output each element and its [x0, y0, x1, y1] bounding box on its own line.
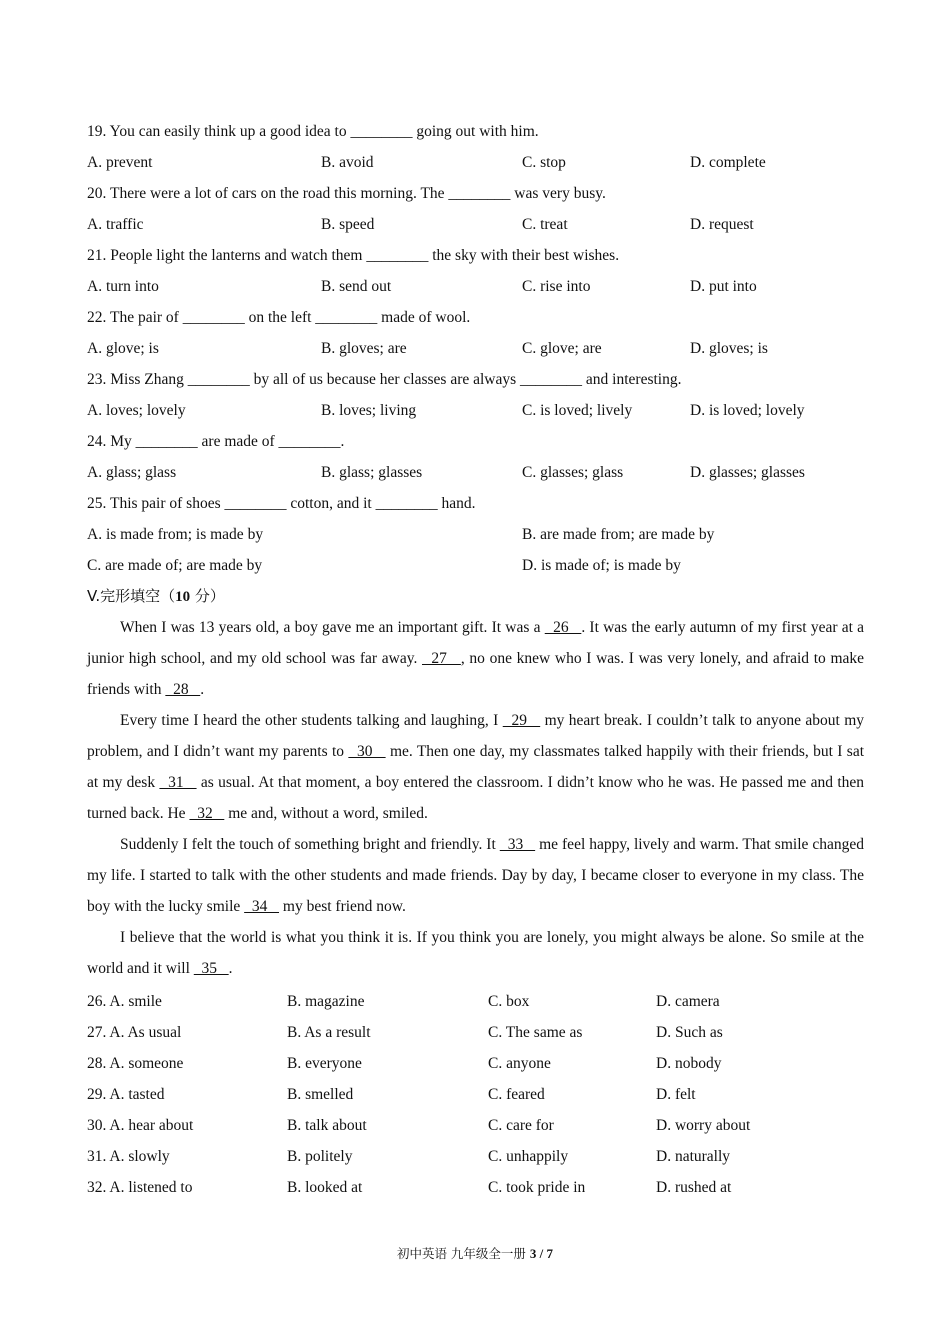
blank-35: 35 [193, 960, 229, 977]
option-a: A. traffic [87, 216, 144, 233]
option-c: C. treat [522, 216, 568, 233]
section-title: V.完形填空（ [87, 587, 176, 605]
question-21: 21. People light the lanterns and watch them ________ the sky with their best wishes. [87, 247, 620, 264]
text: When I was 13 years old, a boy gave me an important gift. It was a [120, 619, 545, 636]
option-c: C. took pride in [488, 1179, 586, 1196]
text: Every time I heard the other students talking and laughing, I [120, 712, 503, 729]
cloze-paragraph-1 [87, 612, 864, 705]
cloze-paragraph-4 [87, 922, 864, 984]
text: Suddenly I felt the touch of something bright and friendly. It [120, 836, 500, 853]
options-22 [87, 333, 864, 364]
cloze-options-31 [87, 1141, 864, 1172]
options-25-row2 [87, 550, 864, 581]
option-a: A. prevent [87, 154, 153, 171]
page-footer [0, 1244, 950, 1262]
option-c: C. stop [522, 154, 566, 171]
section-suffix: 分） [190, 587, 225, 605]
option-a: 32. A. listened to [87, 1179, 193, 1196]
option-d: D. request [690, 216, 754, 233]
cloze-options-28 [87, 1048, 864, 1079]
cloze-options-27 [87, 1017, 864, 1048]
option-a: A. loves; lovely [87, 402, 186, 419]
cloze-options-30 [87, 1110, 864, 1141]
option-a: 31. A. slowly [87, 1148, 170, 1165]
option-a: 29. A. tasted [87, 1086, 165, 1103]
option-a: 26. A. smile [87, 993, 162, 1010]
text: . [200, 681, 205, 698]
option-a: A. glass; glass [87, 464, 177, 481]
text: my heart break. I couldn’t talk to anyone about my problem, and I didn’t want my parents to [87, 712, 864, 760]
cloze-paragraph-2 [87, 705, 864, 829]
option-c: C. glove; are [522, 340, 602, 357]
option-a: A. glove; is [87, 340, 159, 357]
text: me feel happy, lively and warm. That smile changed my life. I started to talk with the other students and made friends. Day by day, I became closer to everyone in my class. The boy with the lucky smile [87, 836, 865, 915]
blank-26: 26 [544, 619, 582, 636]
question-23: 23. Miss Zhang ________ by all of us because her classes are always ________ and interesting. [87, 371, 682, 388]
option-a: A. turn into [87, 278, 159, 295]
option-d: D. felt [656, 1086, 696, 1103]
option-c: C. glasses; glass [522, 464, 624, 481]
options-20 [87, 209, 864, 240]
options-25-row1 [87, 519, 864, 550]
cloze-options-26 [87, 986, 864, 1017]
option-a: 30. A. hear about [87, 1117, 194, 1134]
option-b: B. politely [287, 1148, 353, 1165]
question-19: 19. You can easily think up a good idea to ________ going out with him. [87, 123, 539, 140]
section-heading [87, 581, 864, 612]
page-number: 3 / 7 [529, 1246, 554, 1261]
text: . It was the early autumn of my first year at a junior high school, and my old school was far away. [87, 619, 865, 667]
cloze-paragraph-3 [87, 829, 864, 922]
option-d: D. worry about [656, 1117, 751, 1134]
section-points: 10 [175, 589, 191, 605]
option-c: C. unhappily [488, 1148, 569, 1165]
question-20: 20. There were a lot of cars on the road this morning. The ________ was very busy. [87, 185, 606, 202]
blank-34: 34 [244, 898, 280, 915]
blank-30: 30 [348, 743, 386, 760]
option-c: C. feared [488, 1086, 545, 1103]
option-d: D. is made of; is made by [522, 557, 681, 574]
option-b: B. everyone [287, 1055, 362, 1072]
option-b: B. gloves; are [321, 340, 407, 357]
options-23 [87, 395, 864, 426]
options-21 [87, 271, 864, 302]
option-d: D. Such as [656, 1024, 723, 1041]
blank-32: 32 [189, 805, 225, 822]
option-d: D. put into [690, 278, 757, 295]
option-d: D. rushed at [656, 1179, 732, 1196]
option-b: B. looked at [287, 1179, 363, 1196]
option-c: C. is loved; lively [522, 402, 633, 419]
option-d: D. nobody [656, 1055, 722, 1072]
text: I believe that the world is what you think it is. If you think you are lonely, you might always be alone. So smile at the world and it will [87, 929, 864, 977]
option-b: B. talk about [287, 1117, 367, 1134]
option-b: B. avoid [321, 154, 374, 171]
text: . [228, 960, 233, 977]
cloze-options-32 [87, 1172, 864, 1203]
blank-29: 29 [502, 712, 541, 729]
option-c: C. The same as [488, 1024, 583, 1041]
text: me and, without a word, smiled. [224, 805, 428, 822]
option-b: B. are made from; are made by [522, 526, 715, 543]
option-b: B. magazine [287, 993, 365, 1010]
option-d: D. naturally [656, 1148, 731, 1165]
option-c: C. are made of; are made by [87, 557, 263, 574]
question-22: 22. The pair of ________ on the left ________ made of wool. [87, 309, 471, 326]
blank-28: 28 [165, 681, 201, 698]
option-d: D. glasses; glasses [690, 464, 805, 481]
blank-27: 27 [422, 650, 461, 667]
option-c: C. box [488, 993, 530, 1010]
text: , no one knew who I was. I was very lonely, and afraid to make friends with [87, 650, 865, 698]
question-25: 25. This pair of shoes ________ cotton, and it ________ hand. [87, 495, 476, 512]
option-b: B. speed [321, 216, 375, 233]
text: as usual. At that moment, a boy entered the classroom. I didn’t know who he was. He passed me and then turned back. He [87, 774, 865, 822]
footer-label: 初中英语 九年级全一册 [396, 1246, 530, 1261]
option-b: B. send out [321, 278, 392, 295]
options-24 [87, 457, 864, 488]
option-b: B. glass; glasses [321, 464, 423, 481]
option-d: D. is loved; lovely [690, 402, 805, 419]
question-24: 24. My ________ are made of ________. [87, 433, 345, 450]
option-a: 28. A. someone [87, 1055, 184, 1072]
option-a: 27. A. As usual [87, 1024, 182, 1041]
option-d: D. camera [656, 993, 720, 1010]
option-b: B. smelled [287, 1086, 354, 1103]
option-a: A. is made from; is made by [87, 526, 264, 543]
option-c: C. rise into [522, 278, 591, 295]
text: me. Then one day, my classmates talked happily with their friends, but I sat at my desk [87, 743, 865, 791]
option-c: C. care for [488, 1117, 554, 1134]
option-b: B. As a result [287, 1024, 371, 1041]
option-c: C. anyone [488, 1055, 551, 1072]
options-19 [87, 147, 864, 178]
option-b: B. loves; living [321, 402, 417, 419]
blank-31: 31 [159, 774, 197, 791]
blank-33: 33 [499, 836, 536, 853]
option-d: D. complete [690, 154, 766, 171]
cloze-options-29 [87, 1079, 864, 1110]
option-d: D. gloves; is [690, 340, 768, 357]
text: my best friend now. [279, 898, 406, 915]
